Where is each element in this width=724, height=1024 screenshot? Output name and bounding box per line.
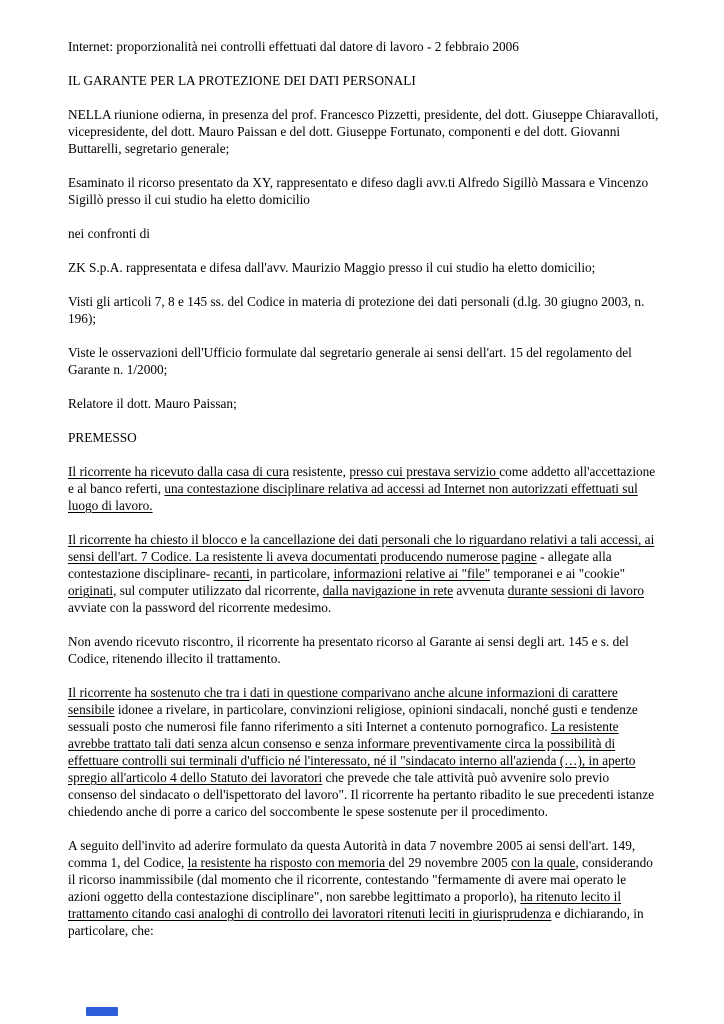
text-run: A seguito dell'invito ad aderire formulato da questa Autorità in data 7 novembre 2005 ai sensi dell'art. 149, comma 1, del Codice, [68,838,636,870]
underlined-text-run: La resistente avrebbe trattato tali dati senza alcun consenso e senza informare preventivamente circa la possibilità di effettuare controlli sui terminali d'ufficio né l'interessato, né il "sindacato interno all'azienda (…), in aperto spregio all'articolo 4 dello Statuto dei lavoratori [68,719,636,785]
underlined-text-run: presso cui prestava servizio [349,464,500,479]
underlined-text-run: Il ricorrente ha chiesto il blocco e la cancellazione dei dati personali che lo riguardano relativi a tali accessi, ai sensi dell'art. 7 Codice. La resistente li aveva documentati producendo numerose pagine [68,532,655,564]
underlined-text-run: Il ricorrente ha ricevuto dalla casa di cura [68,464,290,479]
text-run: avvenuta [453,583,508,598]
text-run: - allegate alla contestazione disciplinare- [68,549,612,581]
paragraph-ricorso [68,174,660,208]
text-run: avviate con la password del ricorrente medesimo. [68,600,332,615]
text-run: , sul computer utilizzato dal ricorrente, [113,583,323,598]
underlined-text-run: relative ai "file" [405,566,491,581]
paragraph-zk [68,259,660,276]
paragraph-contestazione [68,463,660,514]
paragraph-viste [68,344,660,378]
underlined-text-run: originati [68,583,114,598]
paragraph-visti [68,293,660,327]
underlined-text-run: recanti [213,566,250,581]
text-run: che prevede che tale attività può avvenire solo previo consenso del sindacato o dell'ispettorato del lavoro". Il ricorrente ha pertanto ribadito le sue precedenti istanze chiedendo anche di porre a carico del soccombente le spese sostenute per il procedimento. [68,770,655,819]
text-run: del 29 novembre 2005 [388,855,512,870]
text-run: nei confronti di [68,226,150,241]
underlined-text-run: la resistente ha risposto con memoria [187,855,389,870]
text-run: Esaminato il ricorso presentato da XY, rappresentato e difeso dagli avv.ti Alfredo Sigillò Massara e Vincenzo Sigillò presso il cui studio ha eletto domicilio [68,175,649,207]
underlined-text-run: ha ritenuto lecito il trattamento citando casi analoghi di controllo dei lavoratori ritenuti leciti in giurisprudenza [68,889,622,921]
text-run: , in particolare, [249,566,334,581]
underlined-text-run: dalla navigazione in rete [322,583,454,598]
text-run: temporanei e ai "cookie" [490,566,626,581]
text-run: Visti gli articoli 7, 8 e 145 ss. del Codice in materia di protezione dei dati personali (d.lg. 30 giugno 2003, n. 196); [68,294,645,326]
text-run: come addetto all'accettazione e al banco referti, [68,464,656,496]
text-run: resistente, [289,464,350,479]
text-run: Relatore il dott. Mauro Paissan; [68,396,237,411]
blue-marker-bar [86,1007,118,1016]
text-run: Internet: proporzionalità nei controlli effettuati dal datore di lavoro - 2 febbraio 2006 [68,39,519,54]
underlined-text-run: con la quale [511,855,576,870]
text-run: Non avendo ricevuto riscontro, il ricorrente ha presentato ricorso al Garante ai sensi degli art. 145 e s. del Codice, ritenendo illecito il trattamento. [68,634,629,666]
document-title-line [68,38,660,55]
text-run: , considerando il ricorso inammissibile (dal momento che il ricorrente, contestando "fermamente di avere mai operato le azioni oggetto della contestazione disciplinare", non sarebbe legittimato a proporlo), [68,855,653,904]
text-run: IL GARANTE PER LA PROTEZIONE DEI DATI PERSONALI [68,73,416,88]
authority-heading [68,72,660,89]
premesso-heading [68,429,660,446]
text-run: NELLA riunione odierna, in presenza del prof. Francesco Pizzetti, presidente, del dott. Giuseppe Chiaravalloti, vicepresidente, del dott. Mauro Paissan e del dott. Giuseppe Fortunato, componenti e del dott. Giovanni Buttarelli, segretario generale; [68,107,659,156]
paragraph-sensibile [68,684,660,820]
paragraph-memoria [68,837,660,939]
underlined-text-run: Il ricorrente ha sostenuto che tra i dati in questione comparivano anche alcune informazioni di carattere sensibile [68,685,618,717]
underlined-text-run: una contestazione disciplinare relativa ad accessi ad Internet non autorizzati effettuati sul luogo di lavoro. [68,481,638,513]
document-text [68,38,660,939]
text-run: Viste le osservazioni dell'Ufficio formulate dal segretario generale ai sensi dell'art. 15 del regolamento del Garante n. 1/2000; [68,345,632,377]
paragraph-blocco [68,531,660,616]
paragraph-session [68,106,660,157]
text-run: idonee a rivelare, in particolare, convinzioni religiose, opinioni sindacali, nonché gusti e tendenze sessuali posto che numerosi file fanno riferimento a siti Internet a contenuto pornografico. [68,702,638,734]
underlined-text-run: informazioni [333,566,403,581]
paragraph-riscontro [68,633,660,667]
text-run: e dichiarando, in particolare, che: [68,906,644,938]
underlined-text-run: durante sessioni di lavoro [507,583,645,598]
paragraph-nei-confronti [68,225,660,242]
text-run: ZK S.p.A. rappresentata e difesa dall'avv. Maurizio Maggio presso il cui studio ha eletto domicilio; [68,260,596,275]
paragraph-relatore [68,395,660,412]
text-run: PREMESSO [68,430,137,445]
